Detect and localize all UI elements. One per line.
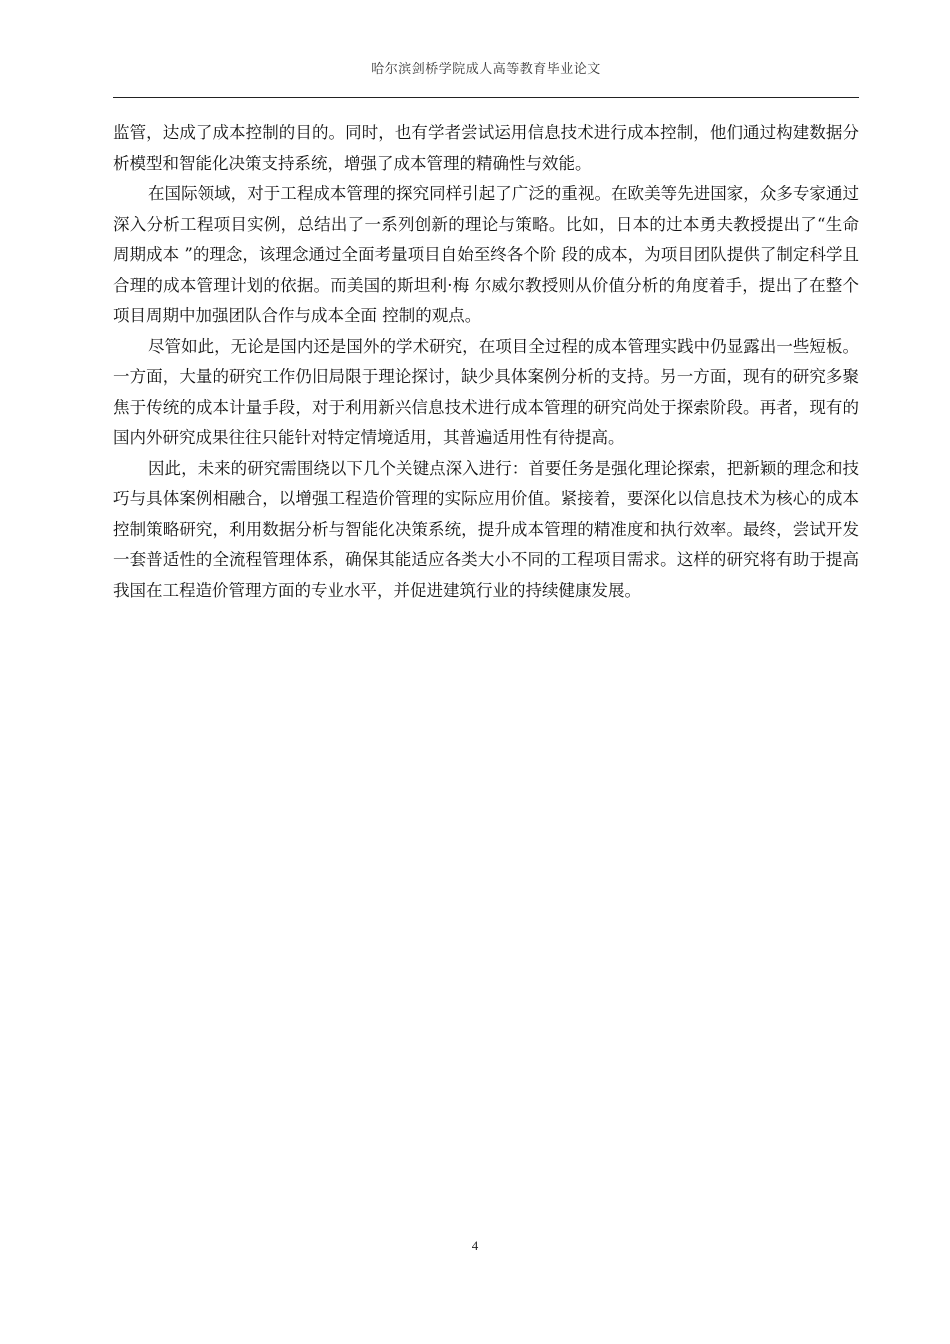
body-text	[113, 118, 859, 606]
paragraph-continuation: 监管，达成了成本控制的目的。同时，也有学者尝试运用信息技术进行成本控制，他们通过构建数据分析模型和智能化决策支持系统，增强了成本管理的精确性与效能。	[113, 123, 859, 173]
paragraph-research-shortcomings: 尽管如此，无论是国内还是国外的学术研究，在项目全过程的成本管理实践中仍显露出一些短板。一方面，大量的研究工作仍旧局限于理论探讨，缺少具体案例分析的支持。另一方面，现有的研究多聚焦于传统的成本计量手段，对于利用新兴信息技术进行成本管理的研究尚处于探索阶段。再者，现有的国内外研究成果往往只能针对特定情境适用，其普遍适用性有待提高。	[113, 336, 859, 447]
paragraph-international-research: 在国际领域，对于工程成本管理的探究同样引起了广泛的重视。在欧美等先进国家，众多专家通过深入分析工程项目实例，总结出了一系列创新的理论与策略。比如，日本的辻本勇夫教授提出了“生命周期成本 ”的理念，该理念通过全面考量项目自始至终各个阶 段的成本，为项目团队提供了制定科学且合理的成本管理计划的依据。而美国的斯坦利·梅 尔威尔教授则从价值分析的角度着手，提出了在整个项目周期中加强团队合作与成本全面 控制的观点。	[113, 184, 859, 325]
paragraph-future-research: 因此，未来的研究需围绕以下几个关键点深入进行：首要任务是强化理论探索，把新颖的理念和技巧与具体案例相融合，以增强工程造价管理的实际应用价值。紧接着，要深化以信息技术为核心的成本控制策略研究，利用数据分析与智能化决策系统，提升成本管理的精准度和执行效率。最终，尝试开发一套普适性的全流程管理体系，确保其能适应各类大小不同的工程项目需求。这样的研究将有助于提高我国在工程造价管理方面的专业水平，并促进建筑行业的持续健康发展。	[113, 458, 859, 600]
page-number: 4	[471, 1238, 479, 1253]
running-header: 哈尔滨剑桥学院成人高等教育毕业论文	[371, 62, 601, 77]
header-divider	[113, 97, 859, 98]
